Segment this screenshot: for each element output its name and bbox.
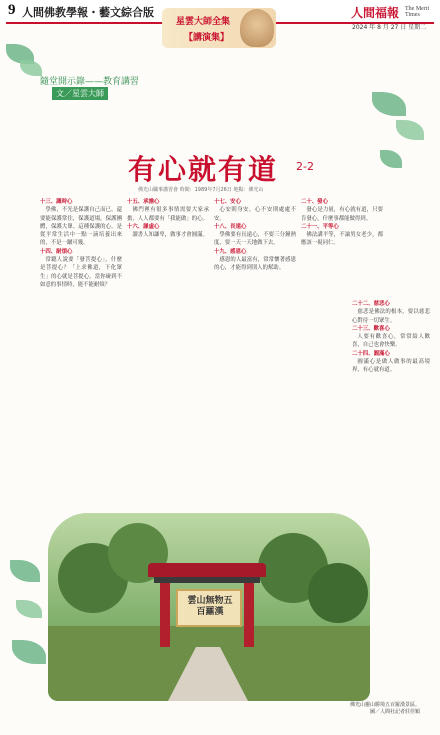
paragraph: 常聽人說要「發菩提心」，什麼是菩提心？「上求佛道，下化眾生」的心就是菩提心。當你碰到不如意的事情時，能不能耐煩？ — [40, 257, 122, 288]
photo-caption — [300, 702, 420, 716]
banner-line2: 【講演集】 — [184, 33, 230, 43]
section-heading: 隨堂開示錄——教育講習 — [40, 77, 140, 87]
subheading: 十六、謙虛心 — [127, 223, 160, 230]
subheading: 十四、耐煩心 — [40, 248, 73, 255]
paragraph: 佛法講平等，不論男女老少，都應該一視同仁。 — [301, 232, 383, 247]
subheading: 十八、長遠心 — [214, 223, 247, 230]
subheading: 二十一、平等心 — [301, 223, 339, 230]
paragraph: 佛門裡有很多事情需要大家承擔，人人都要有「我能做」的心。 — [127, 207, 209, 222]
caption-line2: 圖／人間社記者莊佳穎 — [369, 709, 420, 715]
paragraph: 學佛要有長遠心，不要三分鐘熱度，要一天一天地做下去。 — [214, 232, 296, 247]
paragraph: 學佛，不光是保護自己而已，還要能保護常住，保護道場，保護團體，保護大眾。這種保護的心，是從平常生活中一點一滴培養出來的，不是一蹴可幾。 — [40, 207, 122, 247]
text-column — [40, 198, 122, 508]
paragraph: 心安則身安，心不安則處處不安。 — [214, 207, 296, 222]
author-portrait — [240, 9, 274, 47]
paragraph: 發心是力量，有心就有道，只要肯發心，什麼事都能做得到。 — [301, 207, 383, 222]
newspaper-logo-en: The Merit Times — [405, 6, 430, 18]
subheading: 二十三、歡喜心 — [352, 325, 390, 332]
article-title: 有心就有道 — [128, 153, 279, 186]
temple-gate — [158, 563, 256, 647]
tree — [308, 563, 368, 623]
leaf-decoration — [380, 150, 402, 168]
leaf-decoration — [12, 640, 46, 664]
subheading: 十九、感恩心 — [214, 248, 247, 255]
author-tag: 文／星雲大師 — [52, 87, 108, 100]
paragraph: 感恩的人最富有，常常懷著感恩的心，才能得到別人的幫助。 — [214, 257, 296, 272]
leaf-decoration — [20, 60, 42, 76]
leaf-decoration — [16, 600, 42, 618]
gate-roof — [148, 563, 266, 577]
subheading: 二十四、圓滿心 — [352, 350, 390, 357]
page-number: 9 — [8, 2, 16, 18]
text-column — [127, 198, 209, 498]
gate-plaque — [176, 589, 242, 627]
plaque-text: 雲山無物五百羅漢 — [187, 596, 233, 617]
article-meta: 佛光山職事講習會 時間：1989年7月26日 地點：佛光山 — [138, 187, 264, 193]
leaf-decoration — [396, 120, 424, 140]
paragraph: 人要有歡喜心，常常給人歡喜，自己也會快樂。 — [352, 334, 430, 349]
temple-gate-photo — [48, 513, 370, 701]
gate-pillar-left — [160, 583, 170, 647]
issue-date: 2024 年 8 月 27 日 星期二 — [352, 24, 427, 31]
gate-pillar-right — [244, 583, 254, 647]
subheading: 二十、發心 — [301, 199, 328, 205]
article-part: 2-2 — [296, 160, 314, 173]
newspaper-logo: 人間福報 — [351, 6, 400, 20]
subheading: 十七、安心 — [214, 199, 241, 205]
paragraph: 讀書人知謙卑，做事才會圓滿。 — [132, 232, 208, 239]
caption-line1: 佛光山靈山勝境五百羅漢景區。 — [349, 702, 420, 708]
section-title: 人間佛教學報・藝文綜合版 — [22, 6, 154, 19]
banner-line1: 星雲大師全集 — [176, 17, 231, 27]
text-column — [214, 198, 296, 498]
paragraph: 圓滿心是做人做事的最高境界，有心就有道。 — [352, 359, 430, 374]
leaf-decoration — [372, 92, 406, 116]
paragraph: 慈悲是佛法的根本，要以慈悲心對待一切眾生。 — [352, 309, 430, 324]
subheading: 十三、識時心 — [40, 199, 73, 205]
leaf-decoration — [10, 560, 40, 582]
subheading: 十五、承擔心 — [127, 199, 160, 205]
subheading: 二十二、慈悲心 — [352, 301, 390, 307]
